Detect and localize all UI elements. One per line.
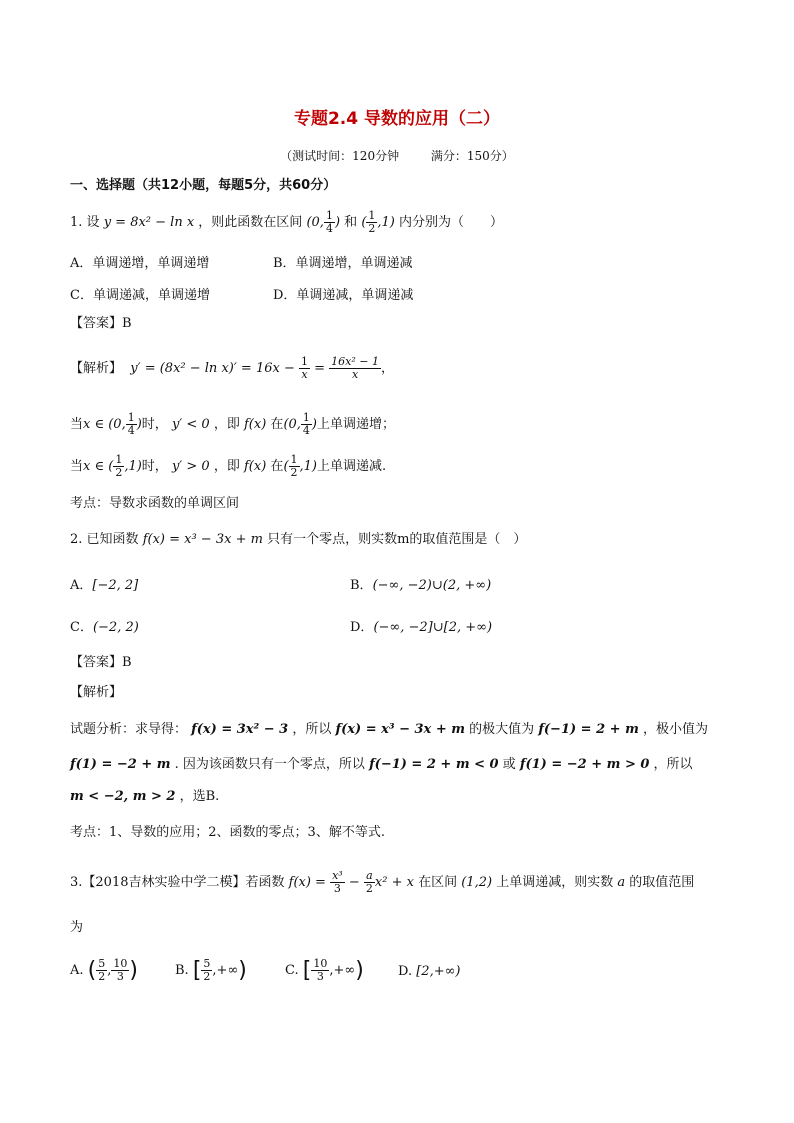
q2-stem: 2. 已知函数 f(x) = x³ − 3x + m 只有一个零点，则实数m的取值范围是（ ）: [70, 532, 527, 547]
q2-analysis-p1: 试题分析：求导得： f(x) = 3x² − 3 ，所以 f(x) = x³ − 3x + m 的极大值为 f(−1) = 2 + m ，极小值为: [70, 722, 708, 737]
q2-analysis-p2: f(1) = −2 + m . 因为该函数只有一个零点，所以 f(−1) = 2 + m < 0 或 f(1) = −2 + m > 0 ，所以: [70, 757, 693, 772]
q1-func: y = 8x² − ln x: [103, 215, 195, 231]
q2-answer: 【答案】B: [70, 655, 132, 670]
q2-option-c: C．(−2, 2): [70, 620, 139, 635]
full-score: 满分：150分）: [430, 149, 514, 163]
q1-analysis: 【解析】 y′ = (8x² − ln x)′ = 16x − $\frac{1}{x}$ = $\frac{\text{16x² − 1}}{x}$ ，: [70, 355, 395, 382]
q2-option-b: B．(−∞, −2)∪(2, +∞): [350, 578, 492, 593]
q1-analysis-line3: 当x ∈ ( $\frac{1}{2}$ ,1)时， y′ > 0 ，即 f(x) 在( $\frac{1}{2}$ ,1)上单调递减.: [70, 453, 387, 480]
q1-option-b: B．单调递增，单调递减: [273, 256, 413, 271]
q3-option-c: C. [ $\frac{10}{3}$ ,+∞): [285, 957, 364, 984]
q1-analysis-line2: 当x ∈ (0, $\frac{1}{4}$ )时， y′ < 0 ，即 f(x) 在(0, $\frac{1}{4}$ )上单调递增；: [70, 411, 396, 438]
q3-option-d: D. [2,+∞): [398, 964, 461, 979]
q3-option-a: A. ( $\frac{5}{2}$ , $\frac{10}{3}$ ): [70, 957, 138, 984]
q1-answer: 【答案】B: [70, 316, 132, 331]
q3-option-b: B. [ $\frac{5}{2}$ ,+∞): [175, 957, 247, 984]
q2-option-a: A．[−2, 2]: [70, 578, 139, 593]
q2-kaodian: 考点：1、导数的应用；2、函数的零点；3、解不等式.: [70, 825, 385, 840]
q1-option-a: A．单调递增，单调递增: [70, 256, 210, 271]
q2-analysis-p3: m < −2, m > 2 ，选B.: [70, 789, 220, 804]
q3-stem-end: 为: [70, 920, 84, 935]
q3-stem: 3.【2018吉林实验中学二模】若函数 f(x) = $\frac{\text{x³}}{3}$ − $\frac{a}{2}$ x² + x 在区间 (1,2) 上单调递减，则实数 a 的取值范围: [70, 869, 695, 896]
subtitle: [0, 147, 794, 164]
section-heading: 一、选择题（共12小题，每题5分，共60分）: [70, 178, 337, 193]
q2-option-d: D．(−∞, −2]∪[2, +∞): [350, 620, 493, 635]
page-title: 专题2.4 导数的应用（二）: [293, 109, 501, 129]
q1-option-c: C．单调递减，单调递增: [70, 288, 210, 303]
q2-analysis-label: 【解析】: [70, 685, 123, 700]
q1-option-d: D．单调递减，单调递减: [273, 288, 414, 303]
test-time: （测试时间：120分钟: [280, 149, 400, 163]
q1-stem: 1. 设 y = 8x² − ln x ，则此函数在区间 (0, $\frac{1}{4}$ ) 和 ( $\frac{1}{2}$ ,1) 内分别为（ ）: [70, 209, 504, 236]
q1-kaodian: 考点：导数求函数的单调区间: [70, 496, 240, 511]
